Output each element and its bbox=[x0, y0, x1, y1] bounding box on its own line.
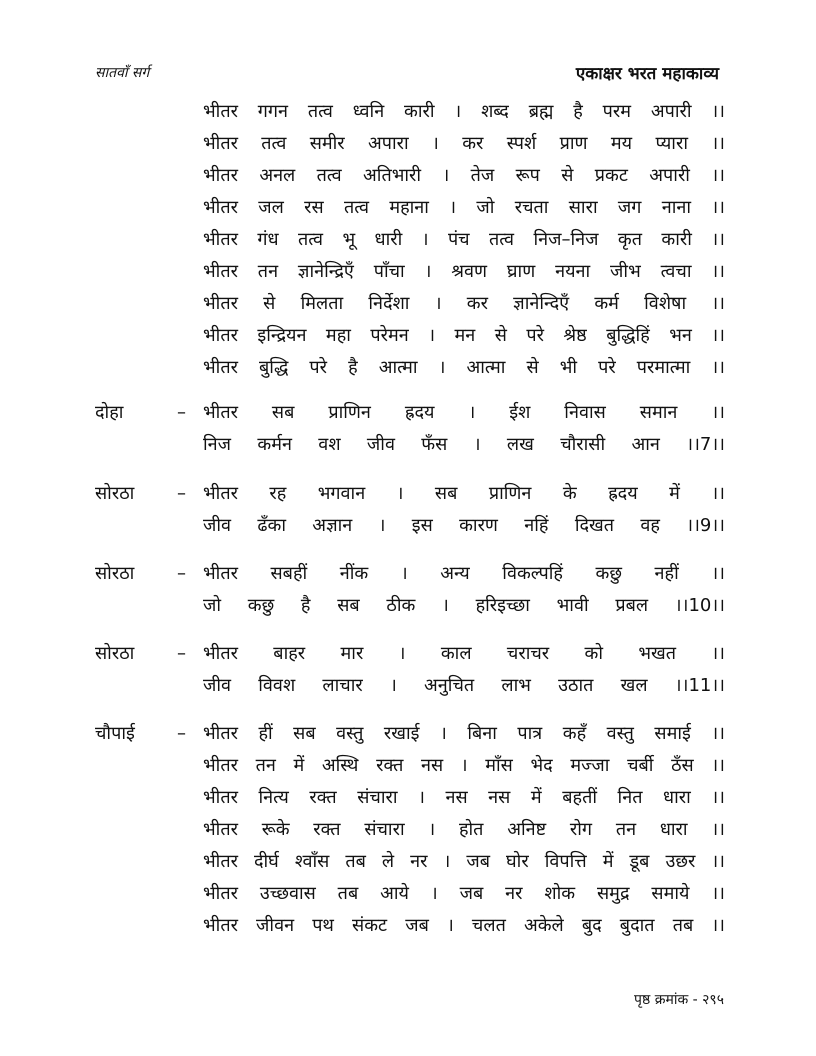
sortha-line: भीतर रह भगवान । सब प्राणिन के ह्रदय में ।। bbox=[203, 483, 725, 504]
sortha-dash: – bbox=[177, 563, 186, 584]
sortha-label: सोरठा bbox=[95, 483, 135, 504]
doha-line: निज कर्मन वश जीव फँस । लख चौरासी आन ।।7।। bbox=[203, 434, 725, 455]
chaupai-line: भीतर हीं सब वस्तु रखाई । बिना पात्र कहँ वस्तु समाई ।। bbox=[203, 723, 725, 744]
sortha-line: जो कछु है सब ठीक । हरिइच्छा भावी प्रबल ।।10।। bbox=[203, 595, 725, 616]
chaupai-dash: – bbox=[177, 723, 186, 744]
verse-line: भीतर इन्द्रियन महा परेमन । मन से परे श्रेष्ठ बुद्धिहिं भन ।। bbox=[203, 325, 725, 346]
verse-line: भीतर गंध तत्व भू धारी । पंच तत्व निज–निज कृत कारी ।। bbox=[203, 229, 725, 250]
verse-line: भीतर से मिलता निर्देशा । कर ज्ञानेन्दिएँ कर्म विशेषा ।। bbox=[203, 293, 725, 314]
chaupai-line: भीतर जीवन पथ संकट जब । चलत अकेले बुद बुदात तब ।। bbox=[203, 915, 725, 936]
verse-line: भीतर अनल तत्व अतिभारी । तेज रूप से प्रकट अपारी ।। bbox=[203, 165, 725, 186]
sortha-label: सोरठा bbox=[95, 643, 135, 664]
chaupai-label: चौपाई bbox=[95, 723, 135, 744]
page-number: पृष्ठ क्रमांक - २९५ bbox=[634, 992, 724, 1008]
chaupai-line: भीतर रूके रक्त संचारा । होत अनिष्ट रोग तन धारा ।। bbox=[203, 819, 725, 840]
verse-line: भीतर तत्व समीर अपारा । कर स्पर्श प्राण मय प्यारा ।। bbox=[203, 133, 725, 154]
chaupai-line: भीतर तन में अस्थि रक्त नस । माँस भेद मज्जा चर्बी ठँस ।। bbox=[203, 755, 725, 776]
doha-label: दोहा bbox=[95, 402, 124, 423]
sortha-line: भीतर बाहर मार । काल चराचर को भखत ।। bbox=[203, 643, 725, 664]
doha-dash: – bbox=[177, 402, 186, 423]
chapter-heading: सातवाँ सर्ग bbox=[95, 65, 150, 81]
verse-line: भीतर गगन तत्व ध्वनि कारी । शब्द ब्रह्म है परम अपारी ।। bbox=[203, 101, 725, 122]
sortha-dash: – bbox=[177, 643, 186, 664]
sortha-line: भीतर सबहीं नींक । अन्य विकल्पहिं कछु नहीं ।। bbox=[203, 563, 725, 584]
verse-line: भीतर जल रस तत्व महाना । जो रचता सारा जग नाना ।। bbox=[203, 197, 725, 218]
chaupai-line: भीतर नित्य रक्त संचारा । नस नस में बहतीं नित धारा ।। bbox=[203, 787, 725, 808]
chaupai-line: भीतर उच्छवास तब आये । जब नर शोक समुद्र समाये ।। bbox=[203, 883, 725, 904]
book-title: एकाक्षर भरत महाकाव्य bbox=[575, 64, 719, 84]
sortha-line: जीव विवश लाचार । अनुचित लाभ उठात खल ।।11।। bbox=[203, 675, 725, 696]
chaupai-line: भीतर दीर्घ श्वाँस तब ले नर । जब घोर विपत्ति में डूब उछर ।। bbox=[203, 851, 725, 872]
doha-line: भीतर सब प्राणिन ह्रदय । ईश निवास समान ।। bbox=[203, 402, 725, 423]
verse-line: भीतर बुद्धि परे है आत्मा । आत्मा से भी परे परमात्मा ।। bbox=[203, 357, 725, 378]
verse-line: भीतर तन ज्ञानेन्द्रिएँ पाँचा । श्रवण घ्राण नयना जीभ त्वचा ।। bbox=[203, 261, 725, 282]
sortha-line: जीव ढँका अज्ञान । इस कारण नहिं दिखत वह ।।9।। bbox=[203, 515, 725, 536]
sortha-dash: – bbox=[177, 483, 186, 504]
sortha-label: सोरठा bbox=[95, 563, 135, 584]
